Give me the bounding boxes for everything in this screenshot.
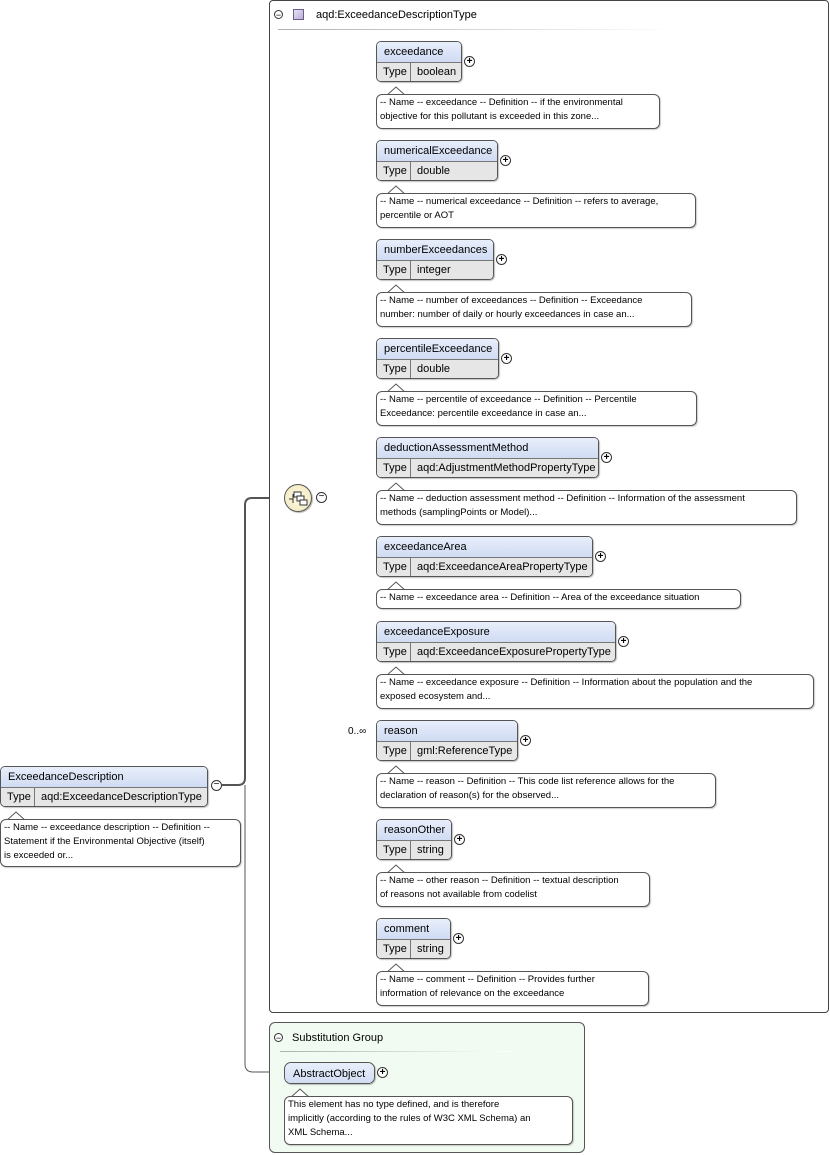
number-exceedances-type-row — [377, 261, 493, 280]
substitution-group-header-rule — [280, 1051, 510, 1052]
exceedance-type-label: Type — [377, 63, 411, 82]
reason-type-row — [377, 742, 517, 761]
numerical-exceedance-element-node[interactable] — [376, 140, 498, 181]
percentile-exceedance-type-label: Type — [377, 360, 411, 379]
reason-other-type-row — [377, 841, 451, 860]
reason-type-label: Type — [377, 742, 411, 761]
root-description: -- Name -- exceedance description -- Definition -- Statement if the Environmental Objective (itself) is exceeded or... — [0, 819, 241, 867]
numerical-exceedance-description — [376, 193, 696, 228]
comment-expand-icon[interactable]: + — [453, 933, 464, 944]
exceedance-description-line: objective for this pollutant is exceeded in this zone... — [380, 111, 600, 122]
numerical-exceedance-description-line: -- Name -- numerical exceedance -- Definition -- refers to average, — [380, 196, 659, 207]
sequence-collapse-icon[interactable]: − — [316, 492, 327, 503]
root-collapse-icon[interactable]: − — [211, 780, 222, 791]
deduction-assessment-method-description — [376, 490, 797, 525]
reason-description-line: -- Name -- reason -- Definition -- This code list reference allows for the — [380, 776, 675, 787]
deduction-assessment-method-element-node[interactable] — [376, 437, 599, 478]
comment-description-line: information of relevance on the exceedance — [380, 988, 565, 999]
type-box-header-rule — [278, 29, 678, 30]
deduction-assessment-method-element-name: deductionAssessmentMethod — [377, 438, 598, 459]
reason-other-type-value: string — [417, 844, 444, 856]
percentile-exceedance-type-row — [377, 360, 498, 379]
reason-element-name: reason — [377, 721, 517, 742]
reason-cardinality: 0..∞ — [348, 726, 367, 737]
number-exceedances-element-node[interactable] — [376, 239, 494, 280]
exceedance-exposure-expand-icon[interactable]: + — [618, 636, 629, 647]
number-exceedances-element-name: numberExceedances — [377, 240, 493, 261]
abstract-object-expand-icon[interactable]: + — [377, 1067, 388, 1078]
abstract-object-name: AbstractObject — [285, 1063, 374, 1084]
exceedance-exposure-description-line: exposed ecosystem and... — [380, 691, 491, 702]
root-type-value: aqd:ExceedanceDescriptionType — [41, 791, 202, 803]
substitution-group-title: Substitution Group — [292, 1032, 384, 1044]
exceedance-area-type-value: aqd:ExceedanceAreaPropertyType — [417, 561, 588, 573]
exceedance-expand-icon[interactable]: + — [464, 56, 475, 67]
reason-other-type-label: Type — [377, 841, 411, 860]
exceedance-exposure-description — [376, 674, 814, 709]
abstract-object-description: This element has no type defined, and is therefore implicitly (according to the rules of W3C XML Schema) an XML Schema... — [284, 1096, 573, 1145]
deduction-assessment-method-type-row — [377, 459, 598, 478]
number-exceedances-description-line: -- Name -- number of exceedances -- Definition -- Exceedance — [380, 295, 643, 306]
sequence-compositor-icon[interactable] — [284, 484, 312, 512]
root-type-label: Type — [1, 788, 35, 807]
deduction-assessment-method-expand-icon[interactable]: + — [601, 452, 612, 463]
exceedance-area-description — [376, 589, 741, 609]
number-exceedances-type-label: Type — [377, 261, 411, 280]
exceedance-area-type-label: Type — [377, 558, 411, 577]
comment-description-line: -- Name -- comment -- Definition -- Provides further — [380, 974, 595, 985]
reason-description — [376, 773, 716, 808]
comment-type-label: Type — [377, 940, 411, 959]
exceedance-area-element-node[interactable] — [376, 536, 593, 577]
numerical-exceedance-description-line: percentile or AOT — [380, 210, 454, 221]
number-exceedances-description — [376, 292, 692, 327]
reason-other-element-name: reasonOther — [377, 820, 451, 841]
exceedance-description-line: -- Name -- exceedance -- Definition -- if the environmental — [380, 97, 623, 108]
sequence-glyph-icon — [285, 485, 311, 511]
reason-other-expand-icon[interactable]: + — [454, 834, 465, 845]
exceedance-type-value: boolean — [417, 66, 457, 78]
percentile-exceedance-element-node[interactable] — [376, 338, 499, 379]
exceedance-area-element-name: exceedanceArea — [377, 537, 592, 558]
comment-type-value: string — [417, 943, 444, 955]
comment-element-name: comment — [377, 919, 450, 940]
exceedance-element-node[interactable] — [376, 41, 462, 82]
reason-other-element-node[interactable] — [376, 819, 452, 860]
numerical-exceedance-expand-icon[interactable]: + — [500, 155, 511, 166]
number-exceedances-type-value: integer — [417, 264, 451, 276]
exceedance-exposure-element-name: exceedanceExposure — [377, 622, 615, 643]
root-element-name: ExceedanceDescription — [1, 767, 207, 788]
complex-type-icon — [293, 9, 304, 20]
comment-type-row — [377, 940, 450, 959]
deduction-assessment-method-type-label: Type — [377, 459, 411, 478]
reason-other-description — [376, 872, 650, 907]
exceedance-exposure-type-value: aqd:ExceedanceExposurePropertyType — [417, 646, 611, 658]
exceedance-exposure-type-row — [377, 643, 615, 662]
percentile-exceedance-description-line: Exceedance: percentile exceedance in case an... — [380, 408, 587, 419]
percentile-exceedance-element-name: percentileExceedance — [377, 339, 498, 360]
deduction-assessment-method-type-value: aqd:AdjustmentMethodPropertyType — [417, 462, 596, 474]
numerical-exceedance-type-value: double — [417, 165, 451, 177]
percentile-exceedance-description — [376, 391, 697, 426]
percentile-exceedance-type-value: double — [417, 363, 451, 375]
reason-type-value: gml:ReferenceType — [417, 745, 513, 757]
root-element-node[interactable] — [0, 766, 208, 807]
exceedance-exposure-type-label: Type — [377, 643, 411, 662]
exceedance-exposure-description-line: -- Name -- exceedance exposure -- Definition -- Information about the population and the — [380, 677, 753, 688]
comment-description — [376, 971, 649, 1006]
percentile-exceedance-expand-icon[interactable]: + — [501, 353, 512, 364]
type-box-collapse-icon[interactable]: − — [275, 10, 282, 20]
exceedance-description — [376, 94, 660, 129]
exceedance-exposure-element-node[interactable] — [376, 621, 616, 662]
deduction-assessment-method-description-line: -- Name -- deduction assessment method -- Definition -- Information of the assessment — [380, 493, 745, 504]
number-exceedances-expand-icon[interactable]: + — [496, 254, 507, 265]
percentile-exceedance-description-line: -- Name -- percentile of exceedance -- Definition -- Percentile — [380, 394, 637, 405]
exceedance-area-description-line: -- Name -- exceedance area -- Definition -- Area of the exceedance situation — [380, 592, 700, 603]
reason-description-line: declaration of reason(s) for the observed... — [380, 790, 560, 801]
abstract-object-node[interactable] — [284, 1062, 375, 1084]
reason-expand-icon[interactable]: + — [520, 735, 531, 746]
deduction-assessment-method-description-line: methods (samplingPoints or Model)... — [380, 507, 538, 518]
comment-element-node[interactable] — [376, 918, 451, 959]
reason-other-description-line: -- Name -- other reason -- Definition -- textual description — [380, 875, 619, 886]
numerical-exceedance-element-name: numericalExceedance — [377, 141, 497, 162]
root-element-type-row — [1, 788, 207, 807]
exceedance-area-expand-icon[interactable]: + — [595, 551, 606, 562]
numerical-exceedance-type-label: Type — [377, 162, 411, 181]
reason-other-description-line: of reasons not available from codelist — [380, 889, 537, 900]
reason-element-node[interactable] — [376, 720, 518, 761]
numerical-exceedance-type-row — [377, 162, 497, 181]
exceedance-type-row — [377, 63, 461, 82]
exceedance-area-type-row — [377, 558, 592, 577]
type-box-title: aqd:ExceedanceDescriptionType — [316, 9, 477, 21]
exceedance-element-name: exceedance — [377, 42, 461, 63]
substitution-group-collapse-icon[interactable]: − — [275, 1033, 282, 1043]
number-exceedances-description-line: number: number of daily or hourly exceedances in case an... — [380, 309, 635, 320]
